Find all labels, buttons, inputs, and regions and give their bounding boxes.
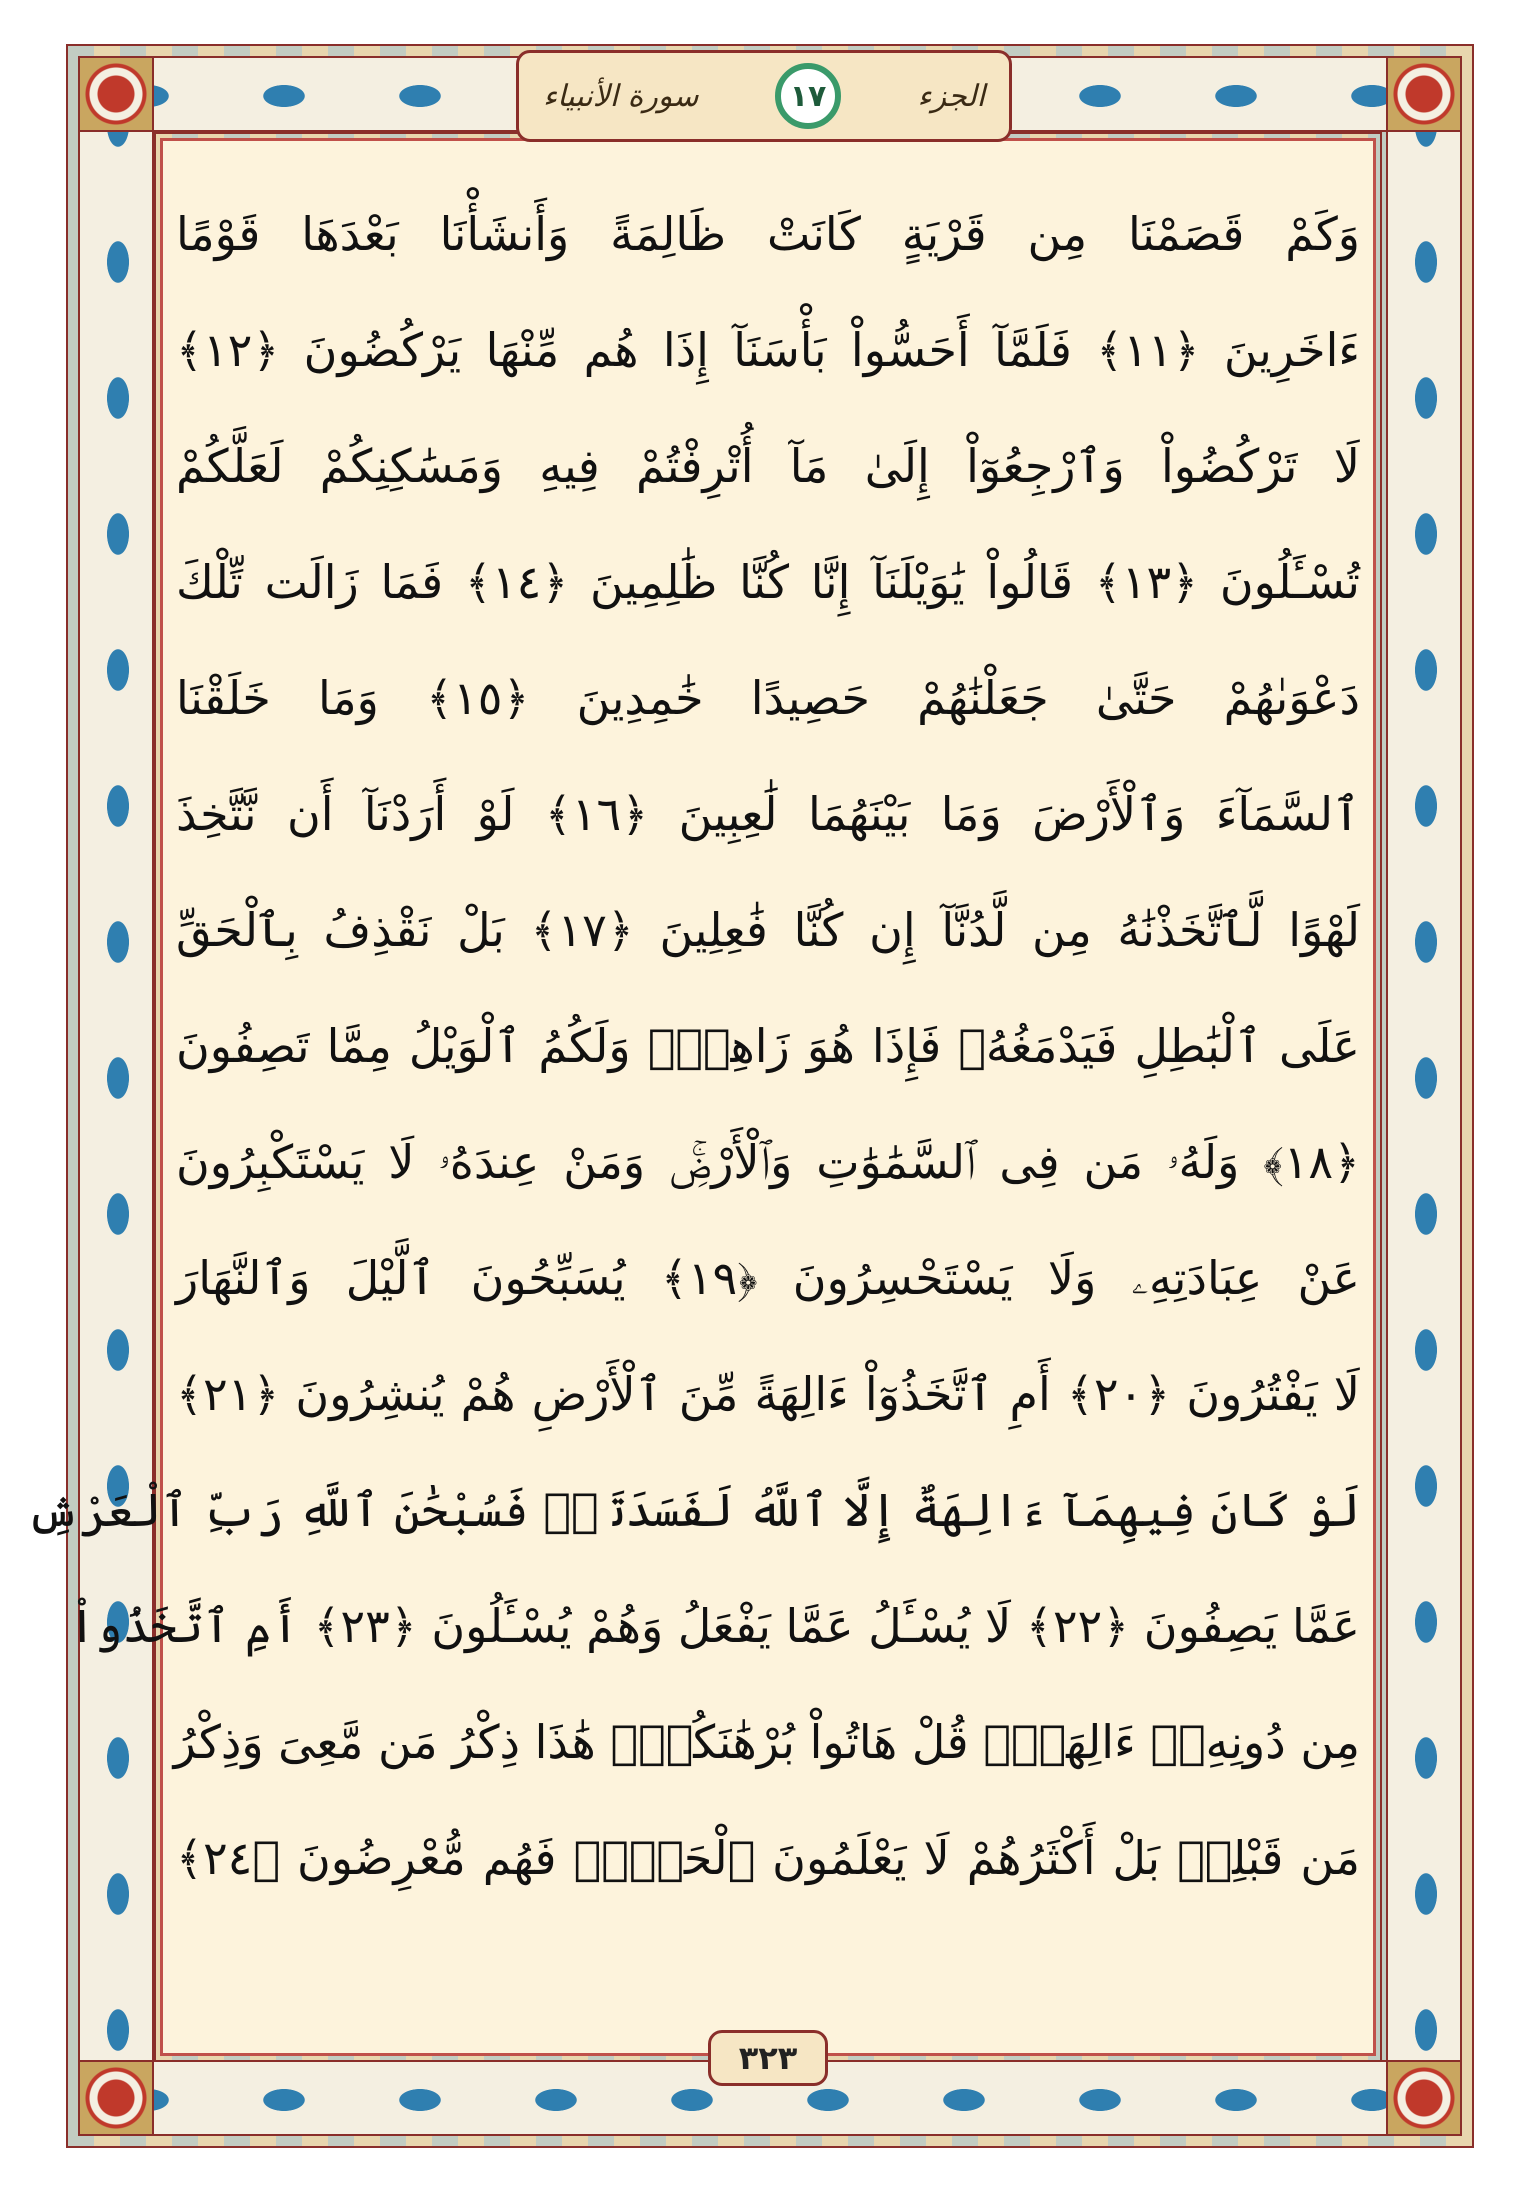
corner-ornament	[78, 56, 154, 132]
corner-ornament	[78, 2060, 154, 2136]
text-line: مِن دُونِهِۦٓ ءَالِهَةًۖ قُلْ هَاتُواْ بُرْهَٰنَكُمْۖ هَٰذَا ذِكْرُ مَن مَّعِىَ وَذِكْرُ	[173, 1715, 1360, 1769]
text-line: لَا يَفْتُرُونَ ﴿٢٠﴾ أَمِ ٱتَّخَذُوٓاْ ءَالِهَةً مِّنَ ٱلْأَرْضِ هُمْ يُنشِرُونَ ﴿٢١﴾	[176, 1367, 1360, 1421]
text-line: دَعْوَىٰهُمْ حَتَّىٰ جَعَلْنَٰهُمْ حَصِيدًا خَٰمِدِينَ ﴿١٥﴾ وَمَا خَلَقْنَا	[176, 671, 1360, 725]
text-line: عَنْ عِبَادَتِهِۦ وَلَا يَسْتَحْسِرُونَ ﴿١٩﴾ يُسَبِّحُونَ ٱلَّيْلَ وَٱلنَّهَارَ	[176, 1251, 1360, 1305]
text-line: لَوْ كَانَ فِيهِمَآ ءَالِهَةٌ إِلَّا ٱللَّهُ لَفَسَدَتَاۚ فَسُبْحَٰنَ ٱللَّهِ رَبِّ ٱلْعَرْشِ	[26, 1483, 1360, 1537]
quran-text	[26, 176, 1360, 1916]
text-line: وَكَمْ قَصَمْنَا مِن قَرْيَةٍ كَانَتْ ظَالِمَةً وَأَنشَأْنَا بَعْدَهَا قَوْمًا	[176, 207, 1360, 261]
ornament-border-right	[1386, 56, 1462, 2136]
juz-number-medallion: ١٧	[775, 63, 841, 129]
text-line: ﴿١٨﴾ وَلَهُۥ مَن فِى ٱلسَّمَٰوَٰتِ وَٱلْأَرْضِۚ وَمَنْ عِندَهُۥ لَا يَسْتَكْبِرُونَ	[176, 1135, 1360, 1189]
text-line: لَهْوًا لَّٱتَّخَذْنَٰهُ مِن لَّدُنَّآ إِن كُنَّا فَٰعِلِينَ ﴿١٧﴾ بَلْ نَقْذِفُ بِٱلْحَقِّ	[176, 903, 1360, 957]
text-line: لَا تَرْكُضُواْ وَٱرْجِعُوٓاْ إِلَىٰ مَآ أُتْرِفْتُمْ فِيهِ وَمَسَٰكِنِكُمْ لَعَلَّكُمْ	[176, 439, 1360, 493]
page-header	[516, 50, 1012, 142]
text-line: عَلَى ٱلْبَٰطِلِ فَيَدْمَغُهُۥ فَإِذَا هُوَ زَاهِقٌۚ وَلَكُمُ ٱلْوَيْلُ مِمَّا تَصِفُونَ	[176, 1019, 1360, 1073]
text-line: تُسْـَٔلُونَ ﴿١٣﴾ قَالُواْ يَٰوَيْلَنَآ إِنَّا كُنَّا ظَٰلِمِينَ ﴿١٤﴾ فَمَا زَالَت تِّلْكَ	[176, 555, 1360, 609]
text-line: مَن قَبْلِىۗ بَلْ أَكْثَرُهُمْ لَا يَعْلَمُونَ ٱلْحَقَّۖ فَهُم مُّعْرِضُونَ ﴿٢٤﴾	[176, 1831, 1360, 1885]
surah-name: سورة الأنبياء	[543, 78, 699, 114]
text-line: ءَاخَرِينَ ﴿١١﴾ فَلَمَّآ أَحَسُّواْ بَأْسَنَآ إِذَا هُم مِّنْهَا يَرْكُضُونَ ﴿١٢﴾	[176, 323, 1360, 377]
corner-ornament	[1386, 2060, 1462, 2136]
text-line: ٱلسَّمَآءَ وَٱلْأَرْضَ وَمَا بَيْنَهُمَا لَٰعِبِينَ ﴿١٦﴾ لَوْ أَرَدْنَآ أَن نَّتَّخِذَ	[176, 787, 1360, 841]
text-line: عَمَّا يَصِفُونَ ﴿٢٢﴾ لَا يُسْـَٔلُ عَمَّا يَفْعَلُ وَهُمْ يُسْـَٔلُونَ ﴿٢٣﴾ أَمِ ٱتَّخَذُواْ	[68, 1599, 1360, 1653]
ornament-border-left	[78, 56, 154, 2136]
corner-ornament	[1386, 56, 1462, 132]
juz-label: الجزء	[917, 78, 985, 114]
page-number: ٣٢٣	[708, 2030, 828, 2086]
